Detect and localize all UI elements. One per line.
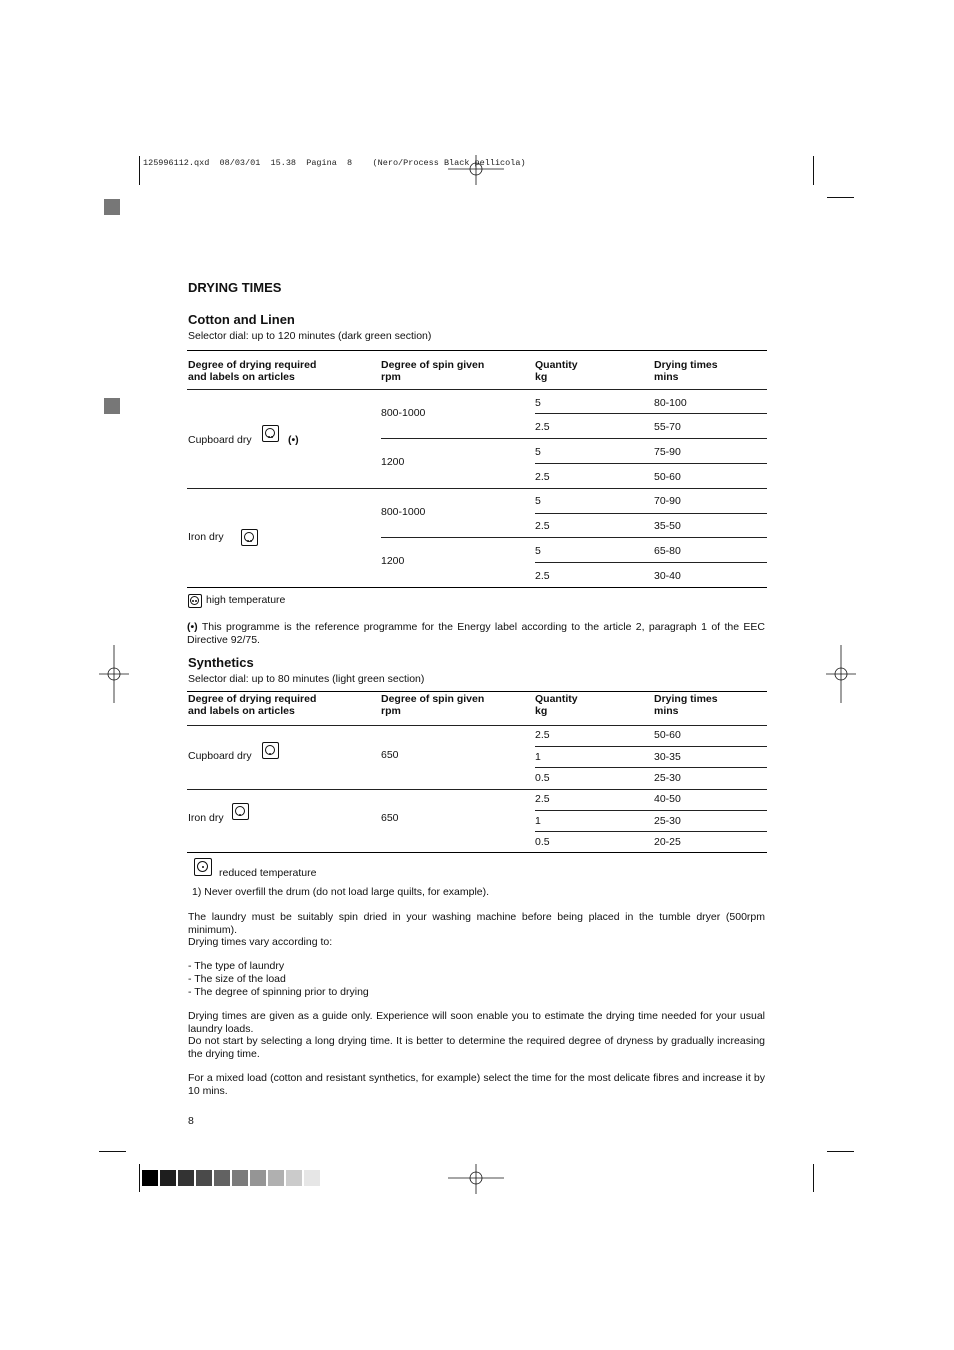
table-rule bbox=[187, 789, 767, 790]
quantity-value: 2.5 bbox=[535, 570, 550, 582]
table-rule bbox=[535, 767, 767, 768]
header-line: Degree of spin given bbox=[381, 693, 485, 705]
quantity-value: 2.5 bbox=[535, 471, 550, 483]
body-paragraph: Drying times are given as a guide only. Experience will soon enable you to estimate the drying time needed for your usual laundry loads. bbox=[188, 1010, 765, 1035]
spin-value: 800-1000 bbox=[381, 506, 426, 518]
header-line: Degree of drying required bbox=[188, 693, 317, 705]
time-value: 25-30 bbox=[654, 772, 681, 784]
header-line: Drying times bbox=[654, 359, 718, 371]
header-degree-drying bbox=[188, 693, 316, 717]
header-spin bbox=[381, 693, 484, 717]
grey-square bbox=[104, 199, 120, 215]
crop-mark bbox=[99, 1151, 126, 1152]
page-title: DRYING TIMES bbox=[188, 280, 282, 295]
table-rule bbox=[535, 562, 767, 563]
dryer-reduced-temp-icon bbox=[262, 742, 279, 759]
reference-marker: (•) bbox=[288, 434, 299, 446]
time-value: 25-30 bbox=[654, 815, 681, 827]
registration-mark-icon bbox=[99, 645, 129, 703]
color-swatch bbox=[304, 1170, 320, 1186]
row-label: Iron dry bbox=[188, 812, 224, 824]
header-line: Degree of drying required bbox=[188, 359, 317, 371]
list-item: - The degree of spinning prior to drying bbox=[188, 986, 369, 998]
quantity-value: 0.5 bbox=[535, 772, 550, 784]
header-line: Quantity bbox=[535, 359, 578, 371]
dryer-high-temp-icon bbox=[188, 594, 202, 608]
color-swatch bbox=[142, 1170, 158, 1186]
time-value: 55-70 bbox=[654, 421, 681, 433]
header-line: rpm bbox=[381, 371, 401, 383]
crop-mark bbox=[813, 1164, 814, 1192]
header-quantity bbox=[535, 359, 578, 383]
cotton-legend: high temperature bbox=[206, 594, 286, 606]
spin-value: 650 bbox=[381, 749, 399, 761]
color-swatch bbox=[178, 1170, 194, 1186]
quantity-value: 2.5 bbox=[535, 793, 550, 805]
header-spin bbox=[381, 359, 484, 383]
table-rule bbox=[187, 389, 767, 390]
body-paragraph: Do not start by selecting a long drying time. It is better to determine the required degree of dryness by gradually increasing the drying time. bbox=[188, 1035, 765, 1060]
header-line: kg bbox=[535, 705, 548, 717]
header-drying-times bbox=[654, 359, 718, 383]
note-marker: (•) bbox=[187, 621, 198, 633]
grey-square bbox=[104, 398, 120, 414]
color-swatch bbox=[232, 1170, 248, 1186]
body-paragraph: For a mixed load (cotton and resistant synthetics, for example) select the time for the most delicate fibres and increase it by 10 mins. bbox=[188, 1072, 765, 1097]
synthetics-section-title: Synthetics bbox=[188, 655, 254, 670]
registration-mark-icon bbox=[448, 155, 504, 185]
header-line: and labels on articles bbox=[188, 705, 295, 717]
table-rule bbox=[535, 463, 767, 464]
header-line: kg bbox=[535, 371, 548, 383]
color-swatch bbox=[214, 1170, 230, 1186]
quantity-value: 5 bbox=[535, 495, 541, 507]
quantity-value: 1 bbox=[535, 815, 541, 827]
spin-value: 800-1000 bbox=[381, 407, 426, 419]
time-value: 20-25 bbox=[654, 836, 681, 848]
table-rule bbox=[535, 810, 767, 811]
time-value: 50-60 bbox=[654, 729, 681, 741]
header-line: Quantity bbox=[535, 693, 578, 705]
table-rule bbox=[187, 725, 767, 726]
header-line: and labels on articles bbox=[188, 371, 295, 383]
crop-mark bbox=[139, 1164, 140, 1192]
time-value: 80-100 bbox=[654, 397, 687, 409]
table-rule bbox=[187, 691, 767, 692]
spin-value: 1200 bbox=[381, 555, 405, 567]
header-line: mins bbox=[654, 705, 679, 717]
table-rule bbox=[187, 587, 767, 588]
dryer-high-temp-icon bbox=[262, 425, 279, 442]
quantity-value: 2.5 bbox=[535, 520, 550, 532]
header-degree-drying bbox=[188, 359, 316, 383]
time-value: 65-80 bbox=[654, 545, 681, 557]
time-value: 30-35 bbox=[654, 751, 681, 763]
quantity-value: 2.5 bbox=[535, 421, 550, 433]
header-line: rpm bbox=[381, 705, 401, 717]
table-rule bbox=[535, 831, 767, 832]
quantity-value: 0.5 bbox=[535, 836, 550, 848]
cotton-section-title: Cotton and Linen bbox=[188, 312, 295, 327]
row-label: Iron dry bbox=[188, 531, 224, 543]
header-line: Drying times bbox=[654, 693, 718, 705]
registration-mark-icon bbox=[448, 1164, 504, 1194]
synthetics-legend: reduced temperature bbox=[219, 867, 317, 879]
quantity-value: 1 bbox=[535, 751, 541, 763]
crop-mark bbox=[813, 156, 814, 185]
body-paragraph: The laundry must be suitably spin dried in your washing machine before being placed in the tumble dryer (500rpm minimum). bbox=[188, 911, 765, 936]
color-swatch bbox=[196, 1170, 212, 1186]
time-value: 50-60 bbox=[654, 471, 681, 483]
quantity-value: 5 bbox=[535, 545, 541, 557]
row-label: Cupboard dry bbox=[188, 434, 252, 446]
time-value: 40-50 bbox=[654, 793, 681, 805]
list-item: - The size of the load bbox=[188, 973, 286, 985]
header-drying-times bbox=[654, 693, 718, 717]
color-swatch bbox=[160, 1170, 176, 1186]
crop-mark bbox=[139, 156, 140, 185]
header-line: mins bbox=[654, 371, 679, 383]
table-rule bbox=[187, 350, 767, 351]
dryer-reduced-temp-icon bbox=[194, 858, 212, 876]
color-swatch bbox=[268, 1170, 284, 1186]
print-slug: 125996112.qxd 08/03/01 15.38 Pagina 8 (Nero/Process Black pellicola) bbox=[143, 158, 526, 168]
crop-mark bbox=[827, 1151, 854, 1152]
time-value: 70-90 bbox=[654, 495, 681, 507]
table-rule bbox=[381, 438, 767, 439]
header-line: Degree of spin given bbox=[381, 359, 485, 371]
crop-mark bbox=[827, 197, 854, 198]
dryer-reduced-temp-icon bbox=[232, 803, 249, 820]
reference-note bbox=[187, 621, 765, 647]
table-rule bbox=[535, 746, 767, 747]
synthetics-subtitle: Selector dial: up to 80 minutes (light green section) bbox=[188, 673, 425, 685]
table-rule bbox=[535, 413, 767, 414]
list-item: - The type of laundry bbox=[188, 960, 285, 972]
color-swatch bbox=[286, 1170, 302, 1186]
footnote: 1) Never overfill the drum (do not load large quilts, for example). bbox=[192, 886, 490, 898]
factor-list bbox=[188, 960, 369, 999]
spin-value: 1200 bbox=[381, 456, 405, 468]
row-label: Cupboard dry bbox=[188, 750, 252, 762]
spin-value: 650 bbox=[381, 812, 399, 824]
page-number: 8 bbox=[188, 1115, 194, 1127]
body-paragraph: Drying times vary according to: bbox=[188, 936, 333, 948]
dryer-high-temp-icon bbox=[241, 529, 258, 546]
quantity-value: 2.5 bbox=[535, 729, 550, 741]
registration-mark-icon bbox=[826, 645, 856, 703]
header-quantity bbox=[535, 693, 578, 717]
time-value: 75-90 bbox=[654, 446, 681, 458]
table-rule bbox=[187, 852, 767, 853]
color-swatch bbox=[250, 1170, 266, 1186]
table-rule bbox=[187, 488, 767, 489]
quantity-value: 5 bbox=[535, 397, 541, 409]
quantity-value: 5 bbox=[535, 446, 541, 458]
note-text: This programme is the reference programme for the Energy label according to the article 2, paragraph 1 of the EEC Directive 92/75. bbox=[187, 621, 765, 646]
time-value: 35-50 bbox=[654, 520, 681, 532]
cotton-subtitle: Selector dial: up to 120 minutes (dark green section) bbox=[188, 330, 432, 342]
table-rule bbox=[381, 537, 767, 538]
time-value: 30-40 bbox=[654, 570, 681, 582]
table-rule bbox=[535, 513, 767, 514]
